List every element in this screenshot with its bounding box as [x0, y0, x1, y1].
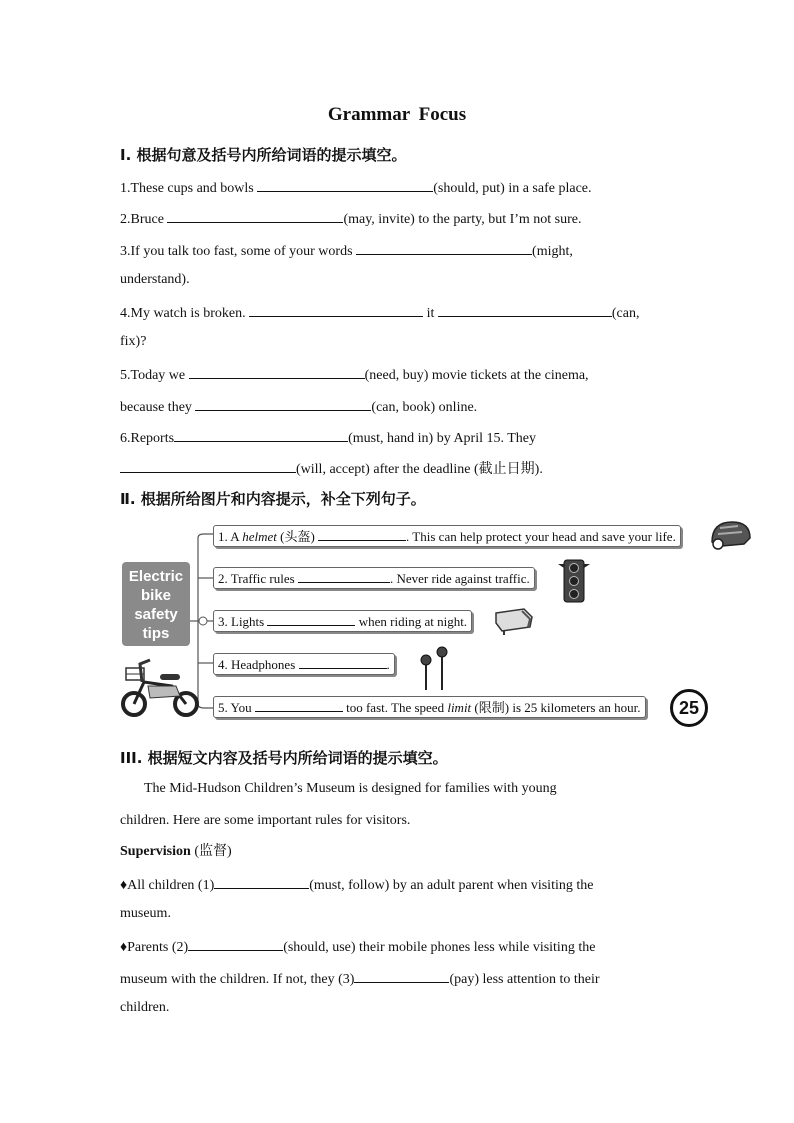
- tip-5-a: 5. You: [218, 700, 255, 715]
- answer-blank[interactable]: [249, 302, 423, 317]
- box-line-1: Electric: [128, 568, 184, 585]
- tip-1-b: (头盔): [276, 529, 319, 544]
- electric-bike-icon: [120, 652, 202, 720]
- q2-text: 2.Bruce: [120, 212, 168, 227]
- q5-hint-2: (can, book) online.: [371, 400, 478, 415]
- answer-blank[interactable]: [354, 968, 449, 983]
- answer-blank[interactable]: [257, 177, 433, 192]
- tip-4: [213, 653, 395, 675]
- question-5-cont: [120, 396, 477, 417]
- answer-blank[interactable]: [120, 458, 296, 473]
- rule-1-a: ♦All children (1): [120, 878, 215, 893]
- tip-3: [213, 610, 472, 632]
- answer-blank[interactable]: [356, 240, 532, 255]
- rule-2-d: (pay) less attention to their: [449, 972, 600, 987]
- answer-blank[interactable]: [298, 569, 390, 583]
- tip-5-italic: limit: [447, 700, 472, 715]
- tip-4-a: 4. Headphones: [218, 657, 299, 672]
- question-3-cont: understand).: [120, 272, 190, 287]
- rule-2-a: ♦Parents (2): [120, 940, 189, 955]
- box-line-2: bike: [140, 587, 171, 604]
- tip-5-c: (限制) is 25 kilometers an hour.: [471, 700, 641, 715]
- subheading-cn: (监督): [190, 844, 232, 859]
- subheading-label: Supervision: [120, 844, 191, 859]
- tip-2: [213, 567, 535, 589]
- answer-blank[interactable]: [188, 936, 283, 951]
- tip-5-b: too fast. The speed: [342, 700, 448, 715]
- q1-hint: (should, put) in a safe place.: [433, 181, 592, 196]
- answer-blank[interactable]: [318, 527, 406, 541]
- q5-hint: (need, buy) movie tickets at the cinema,: [364, 368, 589, 383]
- section-1-heading: Ⅰ. 根据句意及括号内所给词语的提示填空。: [120, 146, 407, 164]
- question-1: [120, 177, 592, 198]
- q4-text: 4.My watch is broken.: [120, 306, 250, 321]
- rule-2-c: museum with the children. If not, they (3): [120, 972, 355, 987]
- passage-line-2: children. Here are some important rules for visitors.: [120, 813, 411, 828]
- q6-hint: (must, hand in) by April 15. They: [348, 431, 537, 446]
- tip-1-c: . This can help protect your head and save your life.: [406, 529, 676, 544]
- helmet-icon: [708, 518, 752, 554]
- q3-hint: (might,: [532, 244, 573, 259]
- tip-1: [213, 525, 681, 547]
- rule-2: [120, 936, 595, 957]
- traffic-light-icon: [556, 558, 592, 604]
- section-2-heading: Ⅱ. 根据所给图片和内容提示，补全下列句子。: [120, 490, 426, 508]
- answer-blank[interactable]: [195, 396, 371, 411]
- tip-4-b: .: [386, 657, 390, 672]
- q1-text: 1.These cups and bowls: [120, 181, 258, 196]
- bike-light-icon: [492, 605, 536, 637]
- tip-2-a: 2. Traffic rules: [218, 571, 298, 586]
- box-line-4: tips: [142, 625, 170, 642]
- answer-blank[interactable]: [438, 302, 612, 317]
- rule-2-cont: [120, 968, 600, 989]
- q6-text: 6.Reports: [120, 431, 175, 446]
- q5-text-2: because they: [120, 400, 196, 415]
- question-3: [120, 240, 573, 261]
- tip-2-b: . Never ride against traffic.: [389, 571, 530, 586]
- rule-2-end: children.: [120, 1000, 170, 1015]
- box-line-3: safety: [134, 606, 178, 623]
- question-2: [120, 208, 582, 229]
- question-4-cont: fix)?: [120, 334, 147, 349]
- section-3-heading: III. 根据短文内容及括号内所给词语的提示填空。: [120, 749, 448, 767]
- tip-1-italic: helmet: [242, 529, 277, 544]
- rule-1: [120, 874, 593, 895]
- tip-3-a: 3. Lights: [218, 614, 268, 629]
- tip-5: [213, 696, 646, 718]
- q5-text: 5.Today we: [120, 368, 189, 383]
- rule-2-b: (should, use) their mobile phones less while visiting the: [283, 940, 596, 955]
- rule-1-b: (must, follow) by an adult parent when visiting the: [309, 878, 594, 893]
- headphones-icon: [416, 642, 456, 692]
- passage-line-1: The Mid-Hudson Children’s Museum is designed for families with young: [144, 781, 557, 796]
- question-5: [120, 364, 589, 385]
- q3-text: 3.If you talk too fast, some of your words: [120, 244, 357, 259]
- q6-hint-2: (will, accept) after the deadline (截止日期).: [296, 462, 543, 477]
- rule-1-cont: museum.: [120, 906, 171, 921]
- q4-hint: (can,: [611, 306, 640, 321]
- answer-blank[interactable]: [214, 874, 309, 889]
- answer-blank[interactable]: [174, 427, 348, 442]
- answer-blank[interactable]: [299, 655, 387, 669]
- tip-1-a: 1. A: [218, 529, 243, 544]
- q4-mid: it: [423, 306, 438, 321]
- question-4: [120, 302, 639, 323]
- question-6-cont: [120, 458, 543, 479]
- safety-tips-box: [122, 562, 190, 646]
- answer-blank[interactable]: [255, 698, 343, 712]
- answer-blank[interactable]: [189, 364, 365, 379]
- page-title: Grammar Focus: [327, 104, 467, 125]
- q2-hint: (may, invite) to the party, but I’m not sure.: [343, 212, 582, 227]
- question-6: [120, 427, 536, 448]
- tip-3-b: when riding at night.: [355, 614, 468, 629]
- answer-blank[interactable]: [267, 612, 355, 626]
- answer-blank[interactable]: [167, 208, 343, 223]
- speed-limit-sign: 25: [670, 689, 708, 727]
- subheading-supervision: [120, 843, 232, 861]
